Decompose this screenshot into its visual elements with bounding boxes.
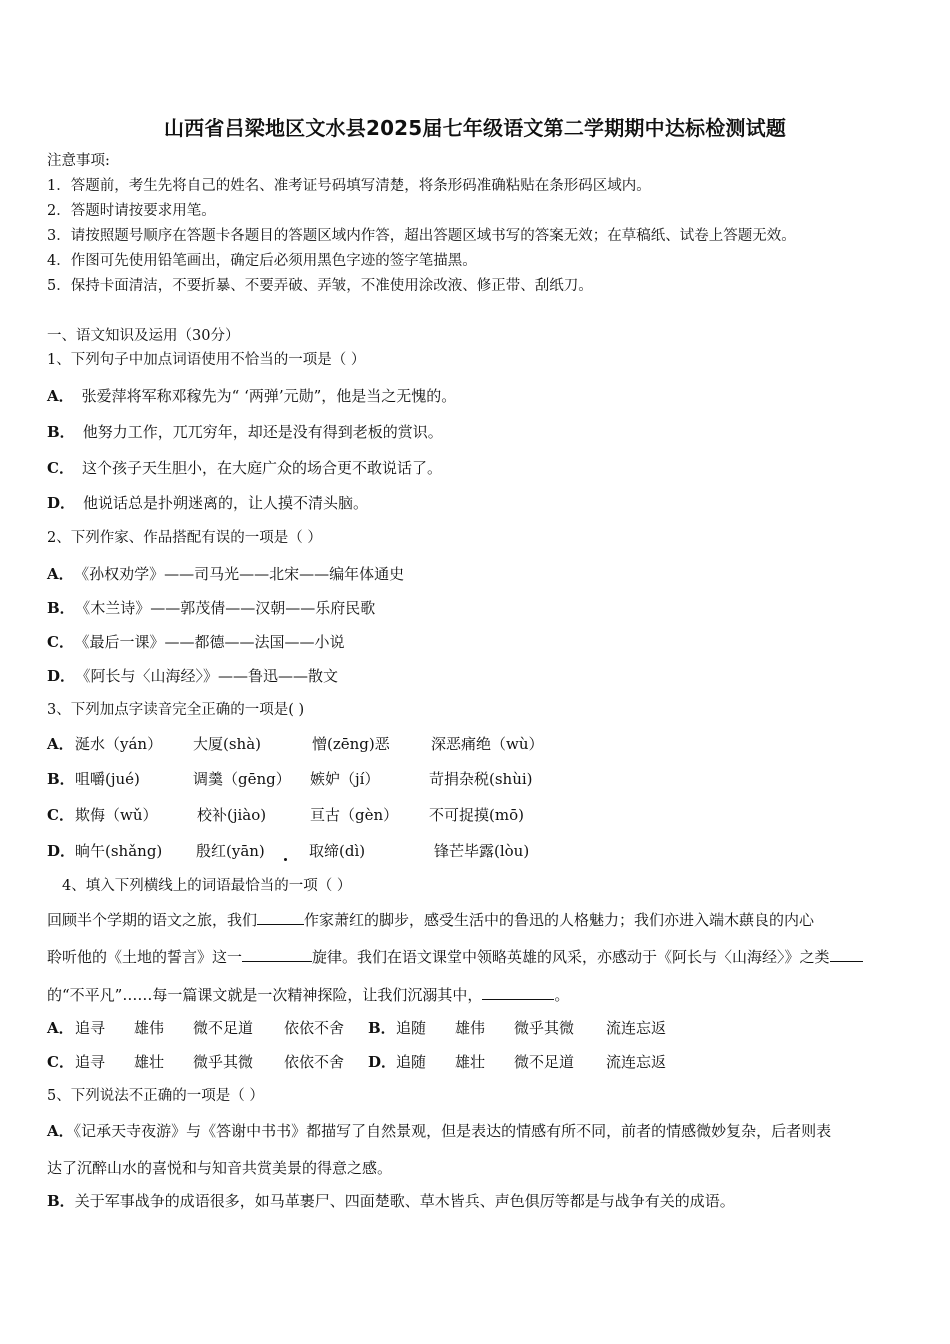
option-label: B． (47, 770, 75, 788)
option-label: D． (368, 1053, 397, 1071)
question-5-option-b (47, 1191, 735, 1211)
option-word: 追随 (396, 1019, 427, 1037)
reading-item: 锋芒毕露(lòu) (434, 842, 530, 860)
option-word: 微乎其微 (514, 1019, 575, 1037)
notice-item: 5．保持卡面清洁，不要折暴、不要弄破、弄皱，不准使用涂改液、修正带、刮纸刀。 (47, 278, 593, 294)
reading-item: 调羹（gēng） (193, 770, 291, 788)
emphasis-dot (284, 858, 287, 861)
option-label: C． (47, 633, 74, 651)
answer-blank[interactable] (242, 947, 312, 962)
question-2-option-b (47, 598, 375, 618)
question-1-option-d (47, 493, 368, 513)
reading-item: 憎(zēng)恶 (312, 735, 390, 753)
reading-item: 欺侮（wǔ） (75, 806, 158, 824)
question-4-passage-line (47, 947, 863, 967)
option-word: 依依不舍 (284, 1019, 345, 1037)
reading-item: 大厦(shà) (193, 735, 262, 753)
option-word: 雄伟 (455, 1019, 486, 1037)
option-text: 这个孩子天生胆小，在大庭广众的场合更不敢说话了。 (81, 459, 442, 477)
option-label: B． (47, 599, 75, 617)
option-text: 《阿长与〈山海经〉》——鲁迅——散文 (83, 667, 339, 685)
reading-item: 校补(jiào) (197, 806, 267, 824)
question-1-option-b (47, 422, 443, 442)
option-text: 他努力工作，兀兀穷年，却还是没有得到老板的赏识。 (82, 423, 443, 441)
reading-item: 取缔(dì) (309, 842, 366, 860)
passage-text: 的“不平凡”……每一篇课文就是一次精神探险，让我们沉溺其中， (47, 986, 483, 1004)
option-word: 依依不舍 (284, 1053, 345, 1071)
question-4-passage-line (47, 910, 814, 930)
option-label: C． (47, 806, 74, 824)
option-text: 《木兰诗》——郭茂倩——汉朝——乐府民歌 (82, 599, 376, 617)
option-word: 雄伟 (134, 1019, 165, 1037)
option-word: 雄壮 (455, 1053, 486, 1071)
question-3-stem: 3、下列加点字读音完全正确的一项是( ) (47, 702, 305, 718)
question-2-stem: 2、下列作家、作品搭配有误的一项是（ ） (47, 530, 322, 546)
notice-item: 3．请按照题号顺序在答题卡各题目的答题区域内作答，超出答题区域书写的答案无效；在草稿纸、试卷上答题无效。 (47, 228, 796, 244)
option-label: B． (47, 423, 75, 441)
option-word: 雄壮 (134, 1053, 165, 1071)
option-text: 他说话总是扑朔迷离的，让人摸不清头脑。 (83, 494, 369, 512)
option-label: A． (47, 387, 74, 405)
question-5-stem: 5、下列说法不正确的一项是（ ） (47, 1088, 264, 1104)
notice-item: 2．答题时请按要求用笔。 (47, 203, 216, 219)
answer-blank[interactable] (257, 910, 304, 925)
option-word: 微乎其微 (193, 1053, 254, 1071)
option-word: 追随 (396, 1053, 427, 1071)
question-4-stem: 4、填入下列横线上的词语最恰当的一项（ ） (62, 878, 352, 894)
option-word: 追寻 (75, 1053, 106, 1071)
passage-text: 聆听他的《土地的誓言》这一 (47, 948, 243, 966)
option-text: 《最后一课》——都德——法国——小说 (81, 633, 345, 651)
reading-item: 咀嚼(jué) (75, 770, 140, 788)
option-label: C． (47, 1053, 74, 1071)
section-heading: 一、语文知识及运用（30分） (47, 328, 240, 344)
reading-item: 涎水（yán） (75, 735, 163, 753)
passage-text: 。 (554, 986, 570, 1004)
notice-heading: 注意事项: (47, 153, 110, 169)
reading-item: 殷红(yān) (196, 842, 265, 860)
question-1-option-a (47, 386, 456, 406)
reading-item: 晌午(shǎng) (75, 842, 163, 860)
passage-text: 旋律。我们在语文课堂中领略英雄的风采，亦感动于《阿长与〈山海经〉》之类 (312, 948, 830, 966)
option-label: C． (47, 459, 74, 477)
question-2-option-a (47, 564, 404, 584)
notice-item: 1．答题前，考生先将自己的姓名、准考证号码填写清楚，将条形码准确粘贴在条形码区域内。 (47, 178, 651, 194)
passage-text: 回顾半个学期的语文之旅，我们 (47, 911, 258, 929)
option-label: A． (47, 735, 74, 753)
answer-blank[interactable] (482, 985, 554, 1000)
option-word: 微不足道 (514, 1053, 575, 1071)
passage-text: 作家萧红的脚步，感受生活中的鲁迅的人格魅力；我们亦进入端木蕻良的内心 (304, 911, 815, 929)
page-title: 山西省吕梁地区文水县2025届七年级语文第二学期期中达标检测试题 (163, 116, 787, 140)
option-label: D． (47, 494, 76, 512)
option-text: 张爱萍将军称邓稼先为“ ‘两弹’元勋”，他是当之无愧的。 (81, 387, 457, 405)
question-4-passage-line (47, 985, 569, 1005)
answer-blank[interactable] (830, 947, 863, 962)
reading-item: 深恶痛绝（wù） (431, 735, 544, 753)
question-1-option-c (47, 458, 442, 478)
question-5-option-a (47, 1121, 831, 1141)
option-text: 《孙权劝学》——司马光——北宋——编年体通史 (81, 565, 405, 583)
option-label: A． (47, 565, 74, 583)
option-label: B． (47, 1192, 75, 1210)
question-5-option-a-cont: 达了沉醉山水的喜悦和与知音共赏美景的得意之感。 (47, 1159, 393, 1177)
reading-item: 苛捐杂税(shùi) (429, 770, 533, 788)
option-label: D． (47, 842, 76, 860)
option-label: A． (47, 1122, 74, 1140)
reading-item: 不可捉摸(mō) (429, 806, 524, 824)
option-text: 《记承天寺夜游》与《答谢中书书》都描写了自然景观，但是表达的情感有所不同，前者的情感微妙复杂，后者则表 (73, 1122, 832, 1140)
option-text: 关于军事战争的成语很多，如马革裹尸、四面楚歌、草木皆兵、声色俱厉等都是与战争有关的成语。 (74, 1192, 735, 1210)
question-2-option-d (47, 666, 338, 686)
option-word: 流连忘返 (606, 1019, 667, 1037)
reading-item: 嫉妒（jí） (310, 770, 380, 788)
option-word: 微不足道 (193, 1019, 254, 1037)
option-word: 流连忘返 (606, 1053, 667, 1071)
question-2-option-c (47, 632, 344, 652)
notice-item: 4．作图可先使用铅笔画出，确定后必须用黑色字迹的签字笔描黑。 (47, 253, 477, 269)
option-label: D． (47, 667, 76, 685)
option-label: B． (368, 1019, 396, 1037)
option-word: 追寻 (75, 1019, 106, 1037)
option-label: A． (47, 1019, 74, 1037)
reading-item: 亘古（gèn） (310, 806, 399, 824)
question-1-stem: 1、下列句子中加点词语使用不恰当的一项是（ ） (47, 352, 366, 368)
